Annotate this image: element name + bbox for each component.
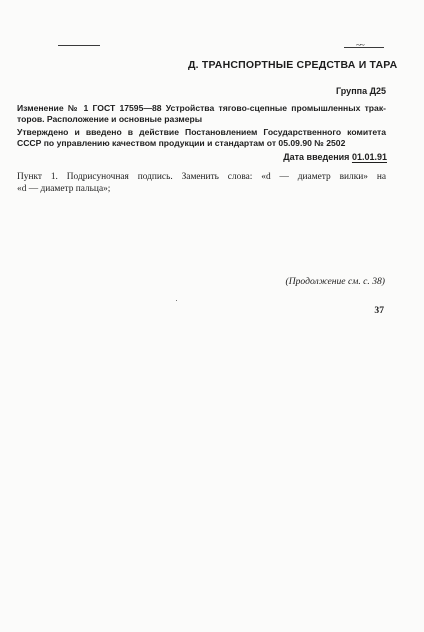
scan-speck (176, 300, 177, 301)
amendment-paragraph (17, 103, 386, 125)
body-paragraph (17, 171, 386, 195)
body-line-1: Пункт 1. Подрисуночная подпись. Заменить слова: «d — диаметр вилки» на (17, 172, 386, 182)
body-line-2: «d — диаметр пальца»; (17, 184, 111, 194)
effective-date (283, 152, 387, 162)
header-rule-right (344, 47, 384, 48)
effective-date-label: Дата введения (283, 152, 350, 162)
section-title: Д. ТРАНСПОРТНЫЕ СРЕДСТВА И ТАРА (188, 59, 398, 71)
continued-note: (Продолжение см. с. 38) (285, 276, 385, 287)
approval-paragraph (17, 127, 386, 149)
group-label: Группа Д25 (336, 86, 386, 96)
approval-line-1: Утверждено и введено в действие Постановлением Государственного комитета (17, 127, 386, 137)
amendment-line-2: торов. Расположение и основные размеры (17, 114, 203, 125)
effective-date-value: 01.01.91 (351, 152, 387, 162)
header-scribble-mark: ~~ (356, 40, 364, 50)
page-number: 37 (374, 305, 384, 316)
amendment-line-1: Изменение № 1 ГОСТ 17595—88 Устройства тягово-сцепные промышленных трак- (17, 103, 386, 113)
header-rule-left (58, 45, 100, 46)
approval-line-2: СССР по управлению качеством продукции и стандартам от 05.09.90 № 2502 (17, 138, 346, 149)
